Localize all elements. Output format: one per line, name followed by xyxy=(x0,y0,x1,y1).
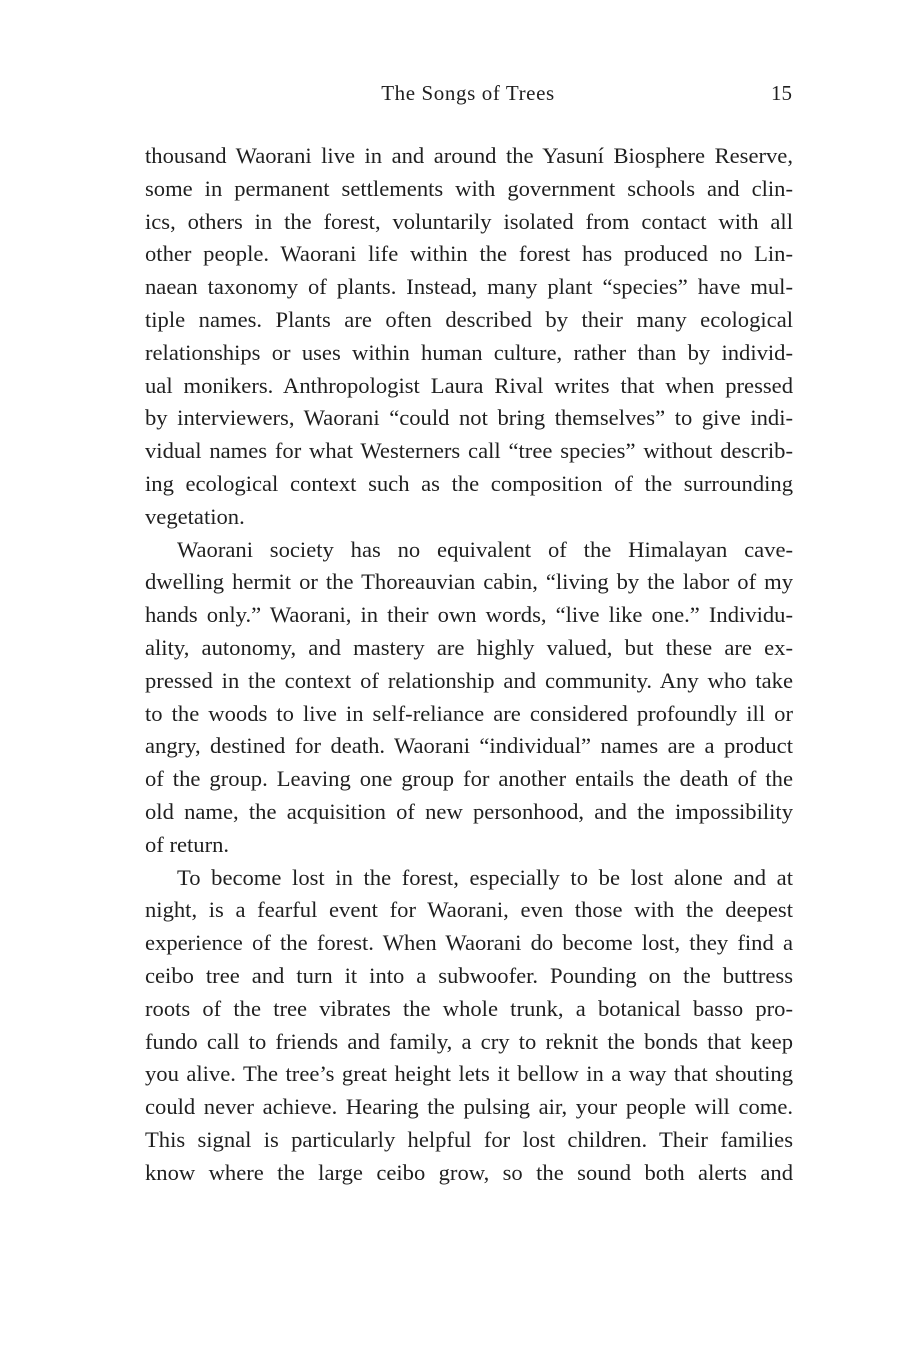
text-line: to the woods to live in self-reliance are considered profoundly ill or xyxy=(145,700,793,726)
paragraph xyxy=(145,534,793,862)
text-line: vidual names for what Westerners call “tree species” without describ- xyxy=(145,438,793,464)
paragraph xyxy=(145,140,793,534)
text-line: of the group. Leaving one group for another entails the death of the xyxy=(145,766,793,792)
text-line: relationships or uses within human culture, rather than by individ- xyxy=(145,339,793,365)
running-header xyxy=(0,78,900,108)
text-line: thousand Waorani live in and around the Yasuní Biosphere Reserve, xyxy=(145,143,793,168)
paragraph xyxy=(145,862,793,1190)
text-line: hands only.” Waorani, in their own words, “live like one.” Individu- xyxy=(145,602,793,628)
text-line: Waorani society has no equivalent of the Himalayan cave- xyxy=(177,536,793,562)
text-line: some in permanent settlements with government schools and clin- xyxy=(145,175,793,201)
text-line: To become lost in the forest, especially to be lost alone and at xyxy=(177,864,793,890)
text-line: ality, autonomy, and mastery are highly valued, but these are ex- xyxy=(145,634,793,660)
text-line: by interviewers, Waorani “could not bring themselves” to give indi- xyxy=(145,405,793,431)
text-line: know where the large ceibo grow, so the sound both alerts and xyxy=(145,1159,793,1185)
text-line: ing ecological context such as the composition of the surrounding xyxy=(145,470,793,496)
text-line: could never achieve. Hearing the pulsing air, your people will come. xyxy=(145,1094,793,1120)
text-line: ceibo tree and turn it into a subwoofer. Pounding on the buttress xyxy=(145,962,793,988)
text-line: night, is a fearful event for Waorani, even those with the deepest xyxy=(145,897,793,923)
text-line: old name, the acquisition of new personhood, and the impossibility xyxy=(145,798,793,824)
text-line: other people. Waorani life within the forest has produced no Lin- xyxy=(145,241,793,267)
text-line: angry, destined for death. Waorani “individual” names are a product xyxy=(145,733,793,759)
text-line: ics, others in the forest, voluntarily isolated from contact with all xyxy=(145,208,793,234)
text-line: of return. xyxy=(145,831,230,857)
page-number: 15 xyxy=(771,81,792,105)
text-line: tiple names. Plants are often described by their many ecological xyxy=(145,306,793,332)
running-title: The Songs of Trees xyxy=(381,81,555,105)
text-line: ual monikers. Anthropologist Laura Rival writes that when pressed xyxy=(145,372,793,398)
text-line: fundo call to friends and family, a cry to reknit the bonds that keep xyxy=(145,1028,793,1054)
text-line: pressed in the context of relationship and community. Any who take xyxy=(145,667,793,693)
text-line: vegetation. xyxy=(145,503,245,529)
text-line: This signal is particularly helpful for lost children. Their families xyxy=(145,1126,793,1152)
text-line: roots of the tree vibrates the whole trunk, a botanical basso pro- xyxy=(145,995,793,1021)
text-line: you alive. The tree’s great height lets it bellow in a way that shouting xyxy=(145,1061,793,1087)
text-line: dwelling hermit or the Thoreauvian cabin, “living by the labor of my xyxy=(145,569,793,595)
body-text xyxy=(145,140,793,1190)
text-line: experience of the forest. When Waorani do become lost, they find a xyxy=(145,930,793,956)
text-line: naean taxonomy of plants. Instead, many plant “species” have mul- xyxy=(145,274,793,300)
